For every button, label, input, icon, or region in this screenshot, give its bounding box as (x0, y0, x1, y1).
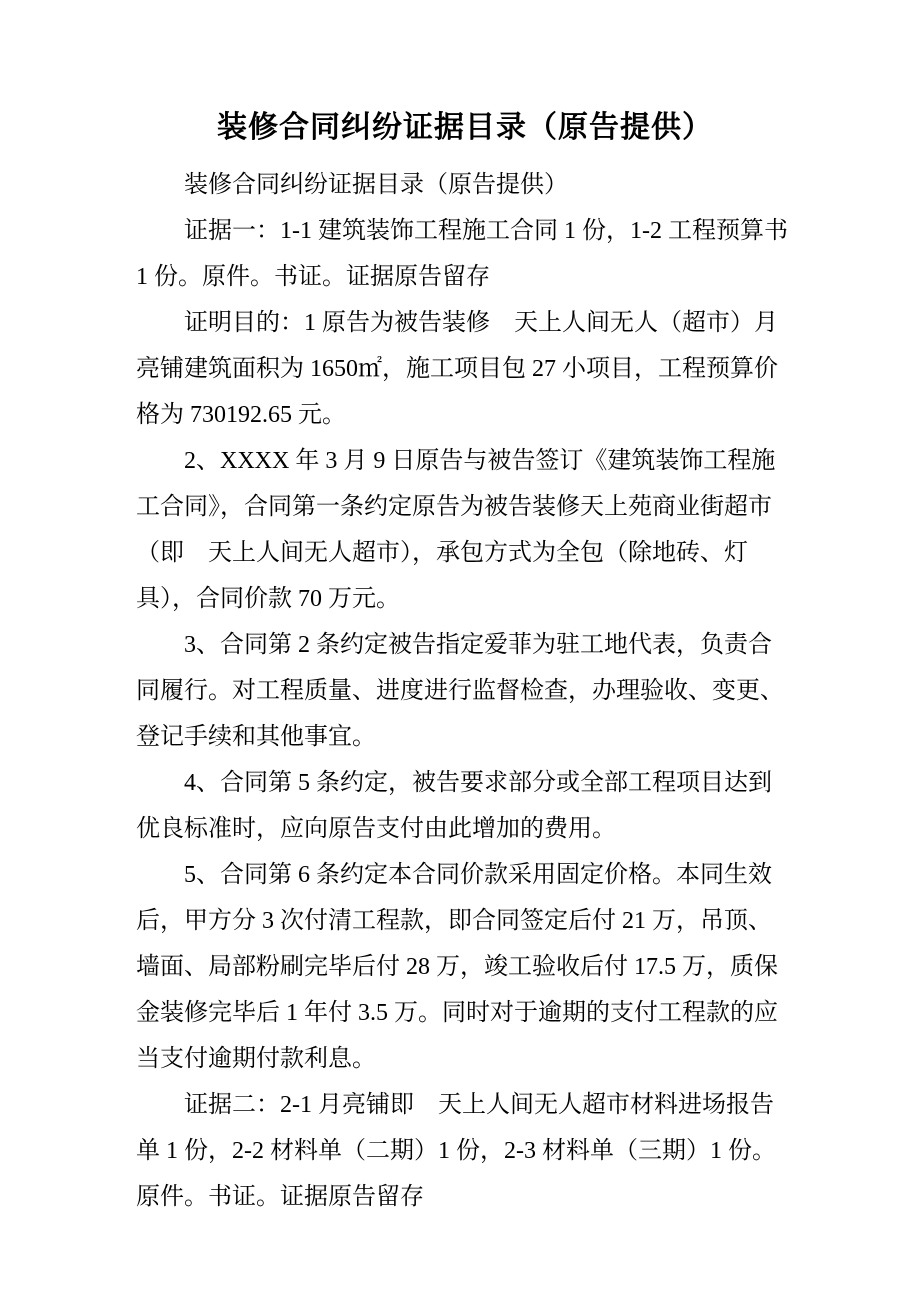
paragraph-item-4: 4、合同第 5 条约定，被告要求部分或全部工程项目达到优良标准时，应向原告支付由此增加的费用。 (136, 770, 772, 842)
paragraph-subtitle: 装修合同纠纷证据目录（原告提供） (184, 172, 568, 198)
document-title: 装修合同纠纷证据目录（原告提供） (217, 111, 713, 144)
paragraph-proof-purpose: 证明目的：1 原告为被告装修 天上人间无人（超市）月亮铺建筑面积为 1650㎡，施工项目包 27 小项目，工程预算价格为 730192.65 元。 (136, 310, 778, 428)
paragraph-item-2: 2、XXXX 年 3 月 9 日原告与被告签订《建筑装饰工程施工合同》，合同第一条约定原告为被告装修天上苑商业街超市（即 天上人间无人超市），承包方式为全包（除地砖、灯具），合同价款 70 万元。 (136, 448, 776, 612)
paragraph-evidence-two: 证据二：2-1 月亮铺即 天上人间无人超市材料进场报告单 1 份，2-2 材料单（二期）1 份，2-3 材料单（三期）1 份。原件。书证。证据原告留存 (136, 1092, 776, 1210)
paragraph-item-5: 5、合同第 6 条约定本合同价款采用固定价格。本同生效后，甲方分 3 次付清工程款，即合同签定后付 21 万，吊顶、墙面、局部粉刷完毕后付 28 万，竣工验收后付 17.5 万，质保金装修完毕后 1 年付 3.5 万。同时对于逾期的支付工程款的应当支付逾期付款利息。 (136, 862, 778, 1072)
paragraph-evidence-one: 证据一：1-1 建筑装饰工程施工合同 1 份，1-2 工程预算书 1 份。原件。书证。证据原告留存 (136, 218, 788, 290)
paragraph-item-3: 3、合同第 2 条约定被告指定爱菲为驻工地代表，负责合同履行。对工程质量、进度进行监督检查，办理验收、变更、登记手续和其他事宜。 (136, 632, 784, 750)
